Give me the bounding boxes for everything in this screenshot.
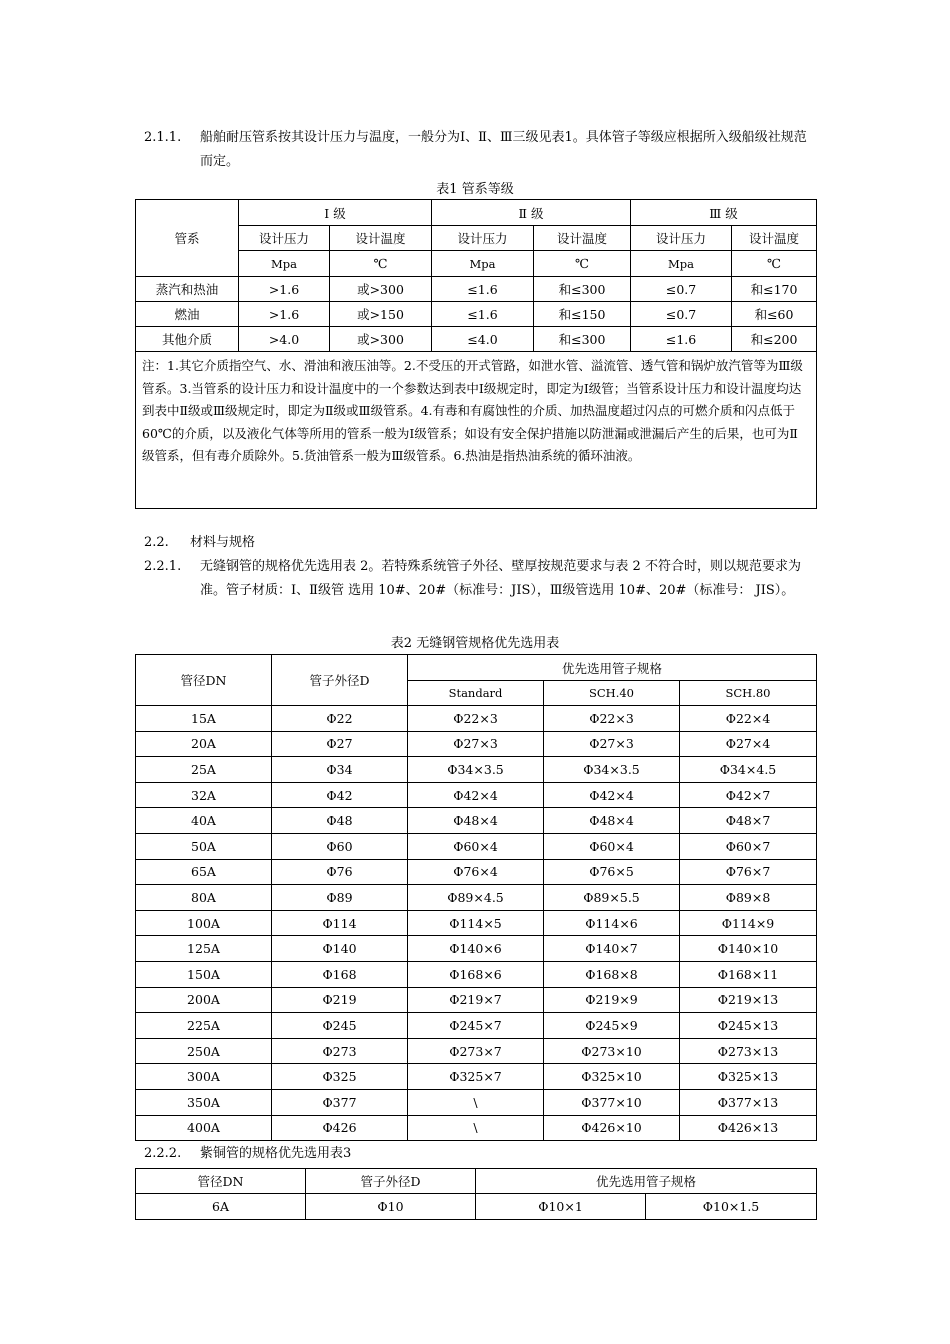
table-cell: ≤0.7	[631, 302, 732, 327]
table-cell: Φ377×13	[680, 1089, 817, 1115]
table-cell: Φ426×13	[680, 1115, 817, 1141]
table-cell: 和≤60	[732, 302, 817, 327]
table-cell: Φ140×10	[680, 936, 817, 962]
table-cell: Φ140×7	[544, 936, 680, 962]
table-cell: Φ10×1.5	[646, 1194, 817, 1220]
table-cell: Φ76	[272, 859, 408, 885]
table-cell: Φ168	[272, 961, 408, 987]
table-cell: 32A	[136, 782, 272, 808]
section-2-2-2	[144, 1142, 816, 1166]
table-cell: 350A	[136, 1089, 272, 1115]
table-cell: 300A	[136, 1064, 272, 1090]
section-text: 船舶耐压管系按其设计压力与温度，一般分为Ⅰ、Ⅱ、Ⅲ三级见表1。具体管子等级应根据所入级船级社规范而定。	[200, 130, 807, 169]
table-cell: ≤4.0	[432, 327, 534, 352]
table-cell: Φ325×13	[680, 1064, 817, 1090]
table-cell: 或>150	[330, 302, 432, 327]
table-cell: >4.0	[239, 327, 330, 352]
col-system: 管系	[136, 200, 239, 277]
table-cell: Φ114×5	[408, 910, 544, 936]
table-cell: Φ10	[306, 1194, 476, 1220]
table-row	[136, 1064, 817, 1090]
table-cell: 125A	[136, 936, 272, 962]
table-cell: Φ219×13	[680, 987, 817, 1013]
section-number: 2.1.1.	[144, 130, 182, 145]
table-row	[136, 833, 817, 859]
table-cell: Φ377	[272, 1089, 408, 1115]
table-cell: 225A	[136, 1013, 272, 1039]
unit-temperature: ℃	[330, 251, 432, 277]
table-cell: Φ114×6	[544, 910, 680, 936]
table-cell: 200A	[136, 987, 272, 1013]
table-row	[136, 277, 817, 302]
table1-caption: 表1 管系等级	[436, 182, 514, 197]
unit-pressure: Mpa	[631, 251, 732, 277]
table-row	[136, 1013, 817, 1039]
table-cell: Φ273	[272, 1038, 408, 1064]
table-cell: Φ22×4	[680, 706, 817, 732]
table-cell: Φ426	[272, 1115, 408, 1141]
table1-body	[136, 277, 817, 352]
table-cell: ≤0.7	[631, 277, 732, 302]
table-cell: 或>300	[330, 327, 432, 352]
unit-pressure: Mpa	[239, 251, 330, 277]
table-cell: ≤1.6	[432, 277, 534, 302]
table-cell: Φ219×9	[544, 987, 680, 1013]
table-row	[136, 757, 817, 783]
table-row	[136, 327, 817, 352]
table-cell: Φ60×4	[544, 833, 680, 859]
section-title: 材料与规格	[190, 535, 256, 550]
table-cell: 和≤300	[534, 277, 631, 302]
table-cell: 和≤170	[732, 277, 817, 302]
table-row	[136, 987, 817, 1013]
table-cell: Φ245×9	[544, 1013, 680, 1039]
table-cell: Φ60×7	[680, 833, 817, 859]
table-row	[136, 731, 817, 757]
table-cell: Φ245×7	[408, 1013, 544, 1039]
table-cell: Φ89×4.5	[408, 885, 544, 911]
col-od: 管子外径D	[306, 1169, 476, 1194]
table-cell: Φ34×3.5	[544, 757, 680, 783]
col-preferred: 优先选用管子规格	[476, 1169, 817, 1194]
table-row	[136, 936, 817, 962]
table-cell: Φ76×7	[680, 859, 817, 885]
section-text: 紫铜管的规格优先选用表3	[200, 1146, 352, 1161]
table-row	[136, 1194, 817, 1220]
table-cell: Φ219	[272, 987, 408, 1013]
table-cell: Φ27×3	[408, 731, 544, 757]
table-cell: Φ76×4	[408, 859, 544, 885]
table-cell: \	[408, 1089, 544, 1115]
table-cell: 15A	[136, 706, 272, 732]
table-cell: 20A	[136, 731, 272, 757]
table-cell: Φ325×7	[408, 1064, 544, 1090]
table-cell: Φ76×5	[544, 859, 680, 885]
table-cell: Φ22	[272, 706, 408, 732]
table-cell: Φ48×7	[680, 808, 817, 834]
table-cell: 其他介质	[136, 327, 239, 352]
table-cell: Φ10×1	[476, 1194, 646, 1220]
table-row	[136, 808, 817, 834]
table-cell: Φ168×6	[408, 961, 544, 987]
table-cell: ≤1.6	[631, 327, 732, 352]
table-cell: 和≤200	[732, 327, 817, 352]
unit-temperature: ℃	[732, 251, 817, 277]
table2-body	[136, 706, 817, 1141]
table-cell: Φ42×4	[544, 782, 680, 808]
table-row	[136, 1089, 817, 1115]
table-cell: >1.6	[239, 302, 330, 327]
table-cell: Φ48×4	[544, 808, 680, 834]
table-cell: Φ140×6	[408, 936, 544, 962]
table-cell: Φ60	[272, 833, 408, 859]
sub-sch40: SCH.40	[544, 681, 680, 706]
sub-sch80: SCH.80	[680, 681, 817, 706]
table-row	[136, 1115, 817, 1141]
table-row	[136, 859, 817, 885]
table-cell: Φ89×8	[680, 885, 817, 911]
table-cell: Φ60×4	[408, 833, 544, 859]
table-cell: Φ22×3	[544, 706, 680, 732]
section-number: 2.2.2.	[144, 1146, 182, 1161]
table-cell: 150A	[136, 961, 272, 987]
table-cell: Φ34×3.5	[408, 757, 544, 783]
table-cell: Φ140	[272, 936, 408, 962]
grade-2: Ⅱ 级	[432, 200, 631, 226]
table-cell: ≤1.6	[432, 302, 534, 327]
table-cell: 燃油	[136, 302, 239, 327]
table-row	[136, 1038, 817, 1064]
table-cell: Φ114×9	[680, 910, 817, 936]
table-cell: 和≤150	[534, 302, 631, 327]
table-cell: Φ27	[272, 731, 408, 757]
table-cell: 80A	[136, 885, 272, 911]
table-cell: Φ245	[272, 1013, 408, 1039]
table-row	[136, 706, 817, 732]
table-cell: 50A	[136, 833, 272, 859]
table-cell: Φ168×11	[680, 961, 817, 987]
table2-seamless-steel-pipe	[135, 654, 817, 1141]
table-cell: Φ114	[272, 910, 408, 936]
table-row	[136, 302, 817, 327]
table-row	[136, 885, 817, 911]
sub-temperature: 设计温度	[330, 226, 432, 251]
col-od: 管子外径D	[272, 655, 408, 706]
unit-temperature: ℃	[534, 251, 631, 277]
table-cell: \	[408, 1115, 544, 1141]
table1-note: 注：1.其它介质指空气、水、滑油和液压油等。2.不受压的开式管路，如泄水管、溢流管、透气管和锅炉放汽管等为Ⅲ级管系。3.当管系的设计压力和设计温度中的一个参数达到表中Ⅰ级规定时，即定为Ⅰ级管；当管系设计压力和设计温度均达到表中Ⅱ级或Ⅲ级规定时，即定为Ⅱ级或Ⅲ级管系。4.有毒和有腐蚀性的介质、加热温度超过闪点的可燃介质和闪点低于 60℃的介质，以及液化气体等所用的管系一般为Ⅰ级管系；如设有安全保护措施以防泄漏或泄漏后产生的后果，也可为Ⅱ级管系，但有毒介质除外。5.货油管系一般为Ⅲ级管系。6.热油是指热油系统的循环油液。	[136, 352, 817, 509]
table-cell: Φ426×10	[544, 1115, 680, 1141]
table-cell: Φ27×4	[680, 731, 817, 757]
table-cell: Φ273×10	[544, 1038, 680, 1064]
table-cell: Φ27×3	[544, 731, 680, 757]
table-cell: Φ22×3	[408, 706, 544, 732]
table3-copper-pipe	[135, 1168, 817, 1220]
sub-temperature: 设计温度	[732, 226, 817, 251]
section-2-2-1	[144, 555, 816, 603]
table-row	[136, 910, 817, 936]
table-cell: Φ48×4	[408, 808, 544, 834]
grade-3: Ⅲ 级	[631, 200, 817, 226]
table-cell: 或>300	[330, 277, 432, 302]
section-text: 无缝钢管的规格优先选用表 2。若特殊系统管子外径、壁厚按规范要求与表 2 不符合时，则以规范要求为准。管子材质：Ⅰ、Ⅱ级管 选用 10#、20#（标准号：JIS），Ⅲ级管选用 10#、20#（标准号： JIS）。	[200, 559, 801, 598]
sub-temperature: 设计温度	[534, 226, 631, 251]
table-cell: 和≤300	[534, 327, 631, 352]
table-cell: Φ42×7	[680, 782, 817, 808]
table-cell: Φ34×4.5	[680, 757, 817, 783]
table-cell: Φ48	[272, 808, 408, 834]
table-cell: 65A	[136, 859, 272, 885]
col-dn: 管径DN	[136, 655, 272, 706]
section-number: 2.2.	[144, 535, 169, 550]
table-cell: Φ245×13	[680, 1013, 817, 1039]
table3-body	[136, 1194, 817, 1220]
sub-pressure: 设计压力	[432, 226, 534, 251]
table-row	[136, 961, 817, 987]
col-preferred: 优先选用管子规格	[408, 655, 817, 681]
table-cell: Φ219×7	[408, 987, 544, 1013]
section-2-2	[144, 531, 816, 555]
table-cell: 400A	[136, 1115, 272, 1141]
table-cell: Φ42	[272, 782, 408, 808]
table-cell: Φ89×5.5	[544, 885, 680, 911]
section-2-1-1	[144, 126, 816, 174]
sub-pressure: 设计压力	[239, 226, 330, 251]
table-cell: 100A	[136, 910, 272, 936]
table-cell: Φ325×10	[544, 1064, 680, 1090]
table-cell: 250A	[136, 1038, 272, 1064]
table-cell: Φ273×7	[408, 1038, 544, 1064]
section-number: 2.2.1.	[144, 559, 182, 574]
table-cell: Φ89	[272, 885, 408, 911]
sub-standard: Standard	[408, 681, 544, 706]
table-cell: >1.6	[239, 277, 330, 302]
sub-pressure: 设计压力	[631, 226, 732, 251]
table-cell: 6A	[136, 1194, 306, 1220]
table-cell: Φ34	[272, 757, 408, 783]
table-cell: Φ168×8	[544, 961, 680, 987]
table-cell: 蒸汽和热油	[136, 277, 239, 302]
table2-caption: 表2 无缝钢管规格优先选用表	[390, 636, 560, 651]
table-cell: 40A	[136, 808, 272, 834]
grade-1: Ⅰ 级	[239, 200, 432, 226]
unit-pressure: Mpa	[432, 251, 534, 277]
col-dn: 管径DN	[136, 1169, 306, 1194]
table-row	[136, 782, 817, 808]
table-cell: Φ325	[272, 1064, 408, 1090]
table-cell: Φ273×13	[680, 1038, 817, 1064]
table-cell: Φ377×10	[544, 1089, 680, 1115]
table-cell: Φ42×4	[408, 782, 544, 808]
table-cell: 25A	[136, 757, 272, 783]
table1-pipe-grades	[135, 199, 817, 509]
